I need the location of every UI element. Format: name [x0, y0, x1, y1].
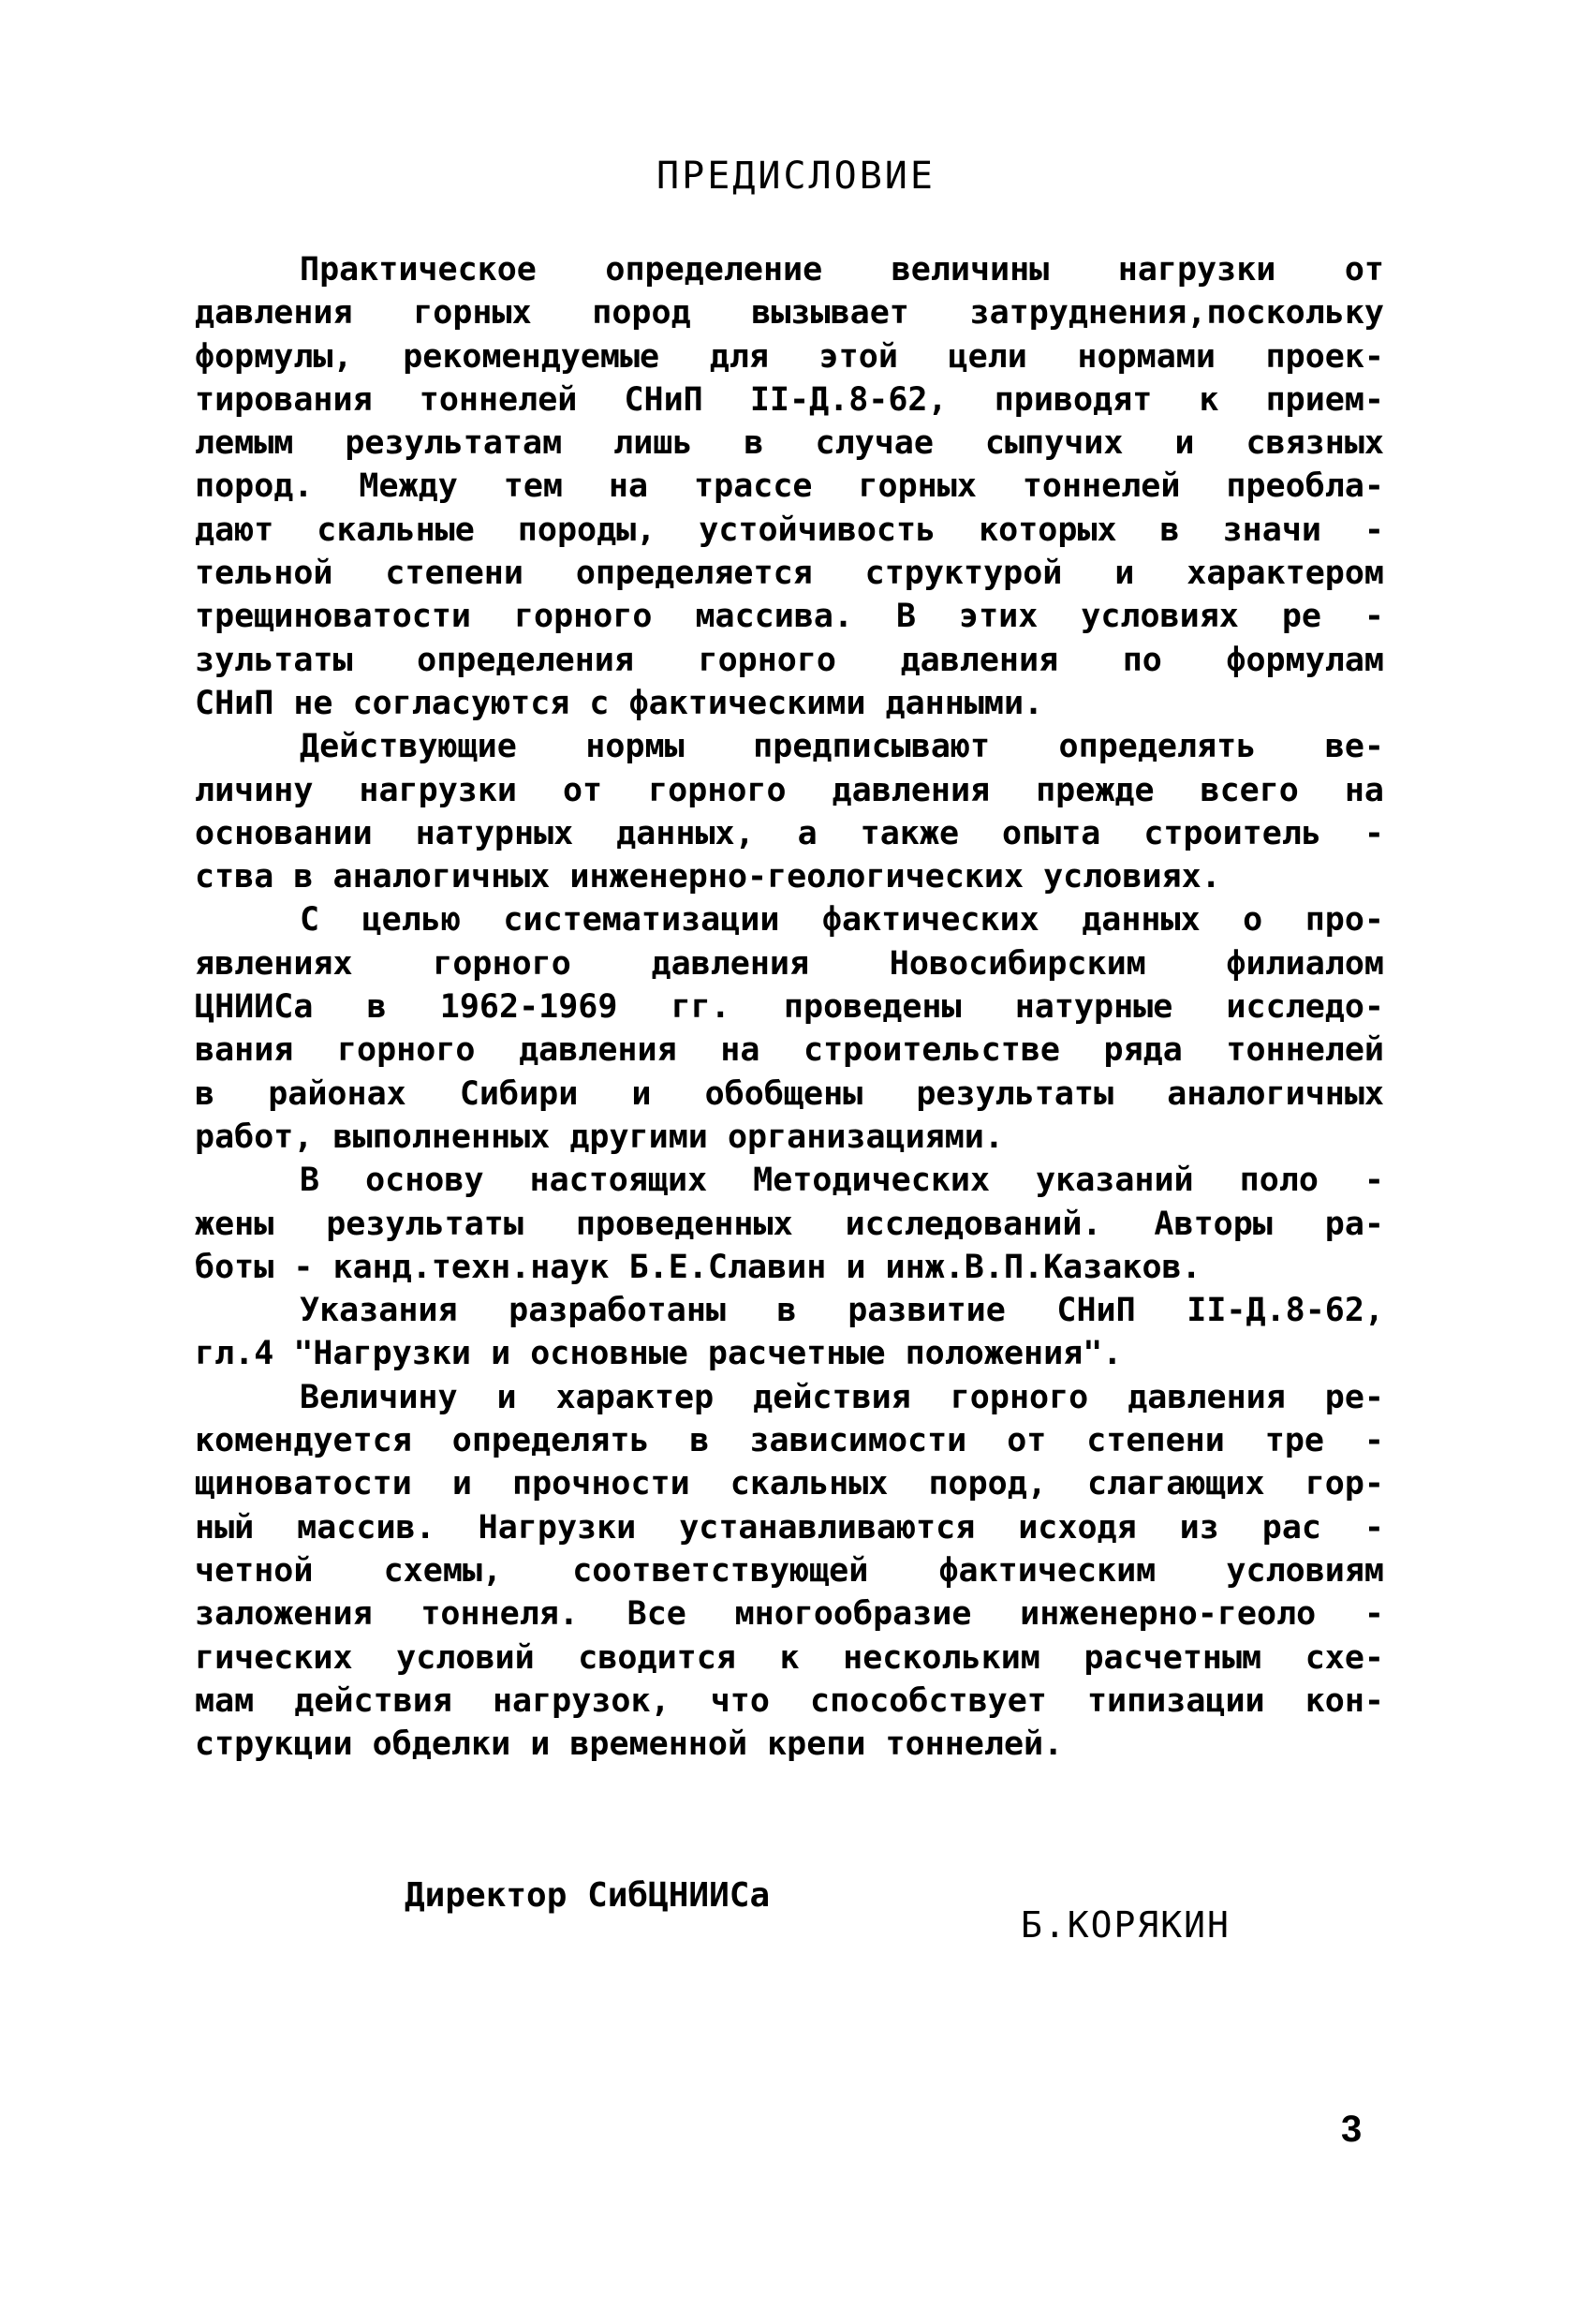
- text-line: четной схемы, соответствующей фактическим условиям: [195, 1551, 1384, 1590]
- text-line: лемым результатам лишь в случае сыпучих и связных: [195, 424, 1384, 463]
- text-line: С целью систематизации фактических данных о про-: [300, 901, 1384, 940]
- text-line: СНиП не согласуются с фактическими данными.: [195, 684, 1044, 722]
- text-line: дают скальные породы, устойчивость которых в значи -: [195, 511, 1384, 549]
- text-line: давления горных пород вызывает затруднения,поскольку: [195, 294, 1384, 333]
- text-line: гических условий сводится к нескольким расчетным схе-: [195, 1638, 1384, 1677]
- text-line: заложения тоннеля. Все многообразие инженерно-геоло -: [195, 1595, 1384, 1634]
- text-line: вания горного давления на строительстве ряда тоннелей: [195, 1031, 1384, 1070]
- page-number: 3: [1341, 2109, 1363, 2150]
- text-line: трещиноватости горного массива. В этих условиях ре -: [195, 598, 1384, 636]
- text-line: работ, выполненных другими организациями.: [195, 1118, 1004, 1156]
- preface-body: [195, 248, 1384, 1766]
- text-line: боты - канд.техн.наук Б.Е.Славин и инж.В.П.Казаков.: [195, 1248, 1201, 1286]
- text-line: струкции обделки и временной крепи тоннелей.: [195, 1725, 1064, 1764]
- text-line: тирования тоннелей СНиП II-Д.8-62, приводят к прием-: [195, 380, 1384, 419]
- text-line: Указания разработаны в развитие СНиП II-Д.8-62,: [300, 1292, 1384, 1330]
- text-line: тельной степени определяется структурой и характером: [195, 555, 1384, 593]
- text-line: щиноватости и прочности скальных пород, слагающих гор-: [195, 1465, 1384, 1503]
- text-line: В основу настоящих Методических указаний поло -: [300, 1162, 1384, 1200]
- signature-name: Б.КОРЯКИН: [1021, 1904, 1231, 1946]
- text-line: основании натурных данных, а также опыта строитель -: [195, 814, 1384, 852]
- text-line: ЦНИИСа в 1962-1969 гг. проведены натурные исследо-: [195, 988, 1384, 1027]
- text-line: Практическое определение величины нагрузки от: [300, 251, 1384, 289]
- text-line: зультаты определения горного давления по формулам: [195, 641, 1384, 679]
- text-line: комендуется определять в зависимости от степени тре -: [195, 1422, 1384, 1460]
- page-title: ПРЕДИСЛОВИЕ: [656, 155, 936, 198]
- text-line: ства в аналогичных инженерно-геологических условиях.: [195, 858, 1221, 896]
- text-line: Величину и характер действия горного давления ре-: [300, 1378, 1384, 1416]
- text-line: Действующие нормы предписывают определять ве-: [300, 728, 1384, 766]
- text-line: ный массив. Нагрузки устанавливаются исходя из рас -: [195, 1508, 1384, 1547]
- text-line: мам действия нагрузок, что способствует типизации кон-: [195, 1681, 1384, 1720]
- text-line: в районах Сибири и обобщены результаты аналогичных: [195, 1074, 1384, 1113]
- text-line: личину нагрузки от горного давления прежде всего на: [195, 771, 1384, 809]
- text-line: жены результаты проведенных исследований. Авторы ра-: [195, 1205, 1384, 1243]
- text-line: пород. Между тем на трассе горных тоннелей преобла-: [195, 467, 1384, 506]
- signature-position: Директор СибЦНИИСа: [405, 1876, 771, 1915]
- text-line: явлениях горного давления Новосибирским филиалом: [195, 944, 1384, 983]
- text-line: гл.4 "Нагрузки и основные расчетные положения".: [195, 1335, 1123, 1373]
- text-line: формулы, рекомендуемые для этой цели нормами проек-: [195, 337, 1384, 376]
